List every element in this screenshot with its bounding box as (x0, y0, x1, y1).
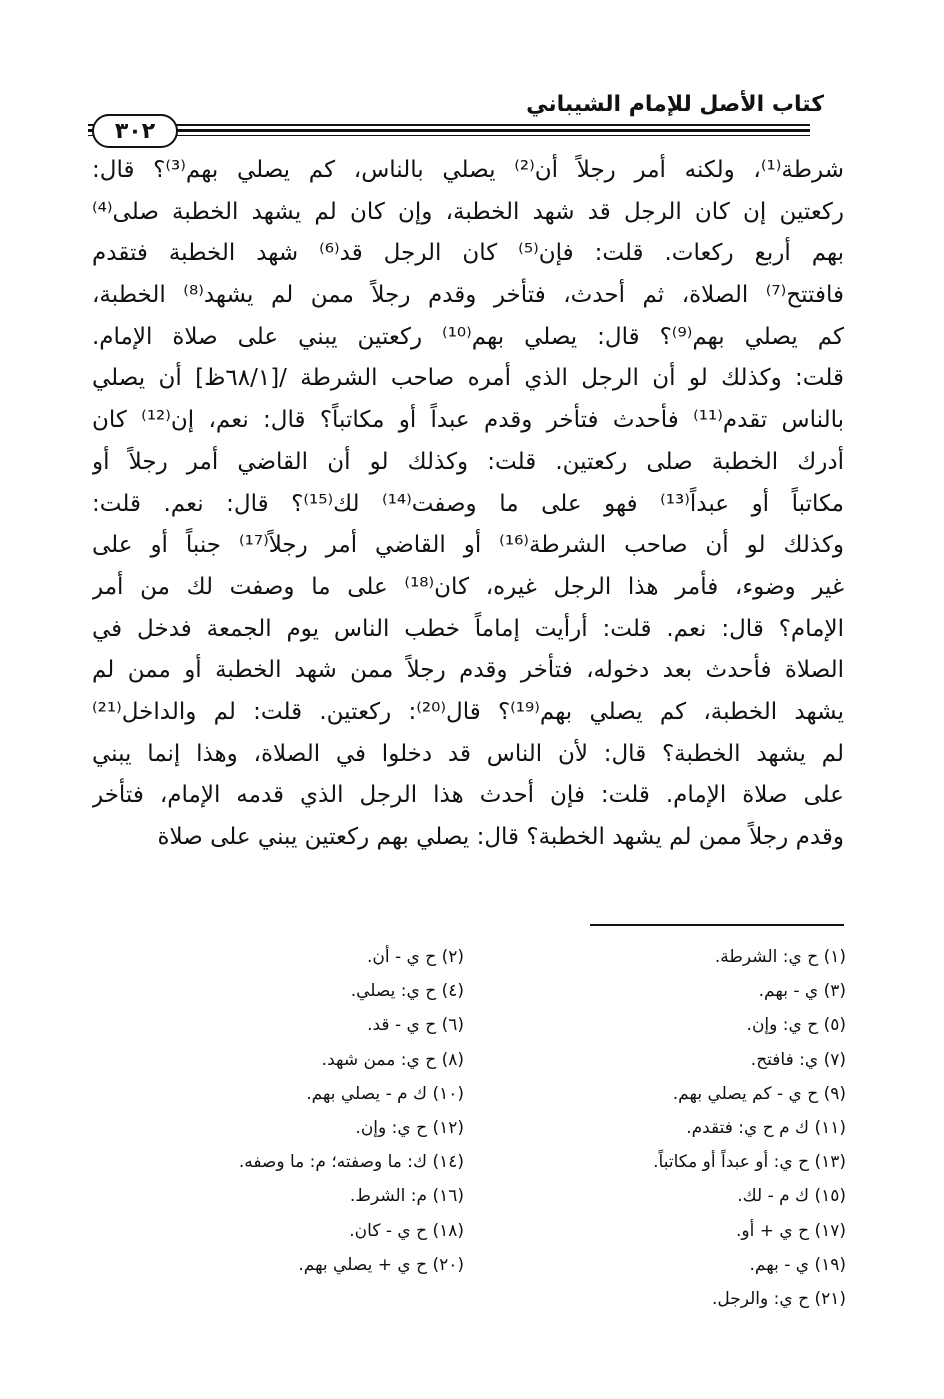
running-header-title: كتاب الأصل للإمام الشيباني (526, 92, 824, 117)
footnote: (٢١) ح ي: والرجل. (711, 1288, 846, 1309)
footnote: (٨) ح ي: ممن شهد. (321, 1049, 464, 1070)
text-line: بهم أربع ركعات. قلت: فإن⁽⁵⁾ كان الرجل قد⁽⁶⁾ شهد الخطبة فتقدم (92, 240, 844, 267)
footnote: (٢) ح ي - أن. (366, 947, 464, 967)
header-rule (88, 124, 810, 126)
footnote: (٣) ي - بهم. (758, 981, 846, 1002)
text-line: يشهد الخطبة، كم يصلي بهم⁽¹⁹⁾؟ قال⁽²⁰⁾: ركعتين. قلت: لم والداخل⁽²¹⁾ (92, 698, 844, 725)
text-line: قلت: وكذلك لو أن الرجل الذي أمره صاحب الشرطة /[٦٨/١ظ] أن يصلي (92, 365, 844, 392)
main-text (92, 150, 844, 900)
footnote: (١٣) ح ي: أو عبداً أو مكاتباً. (653, 1152, 846, 1173)
footnote: (١٥) ك م - لك. (737, 1186, 846, 1207)
header-rule (88, 129, 810, 132)
text-line: على صلاة الإمام. قلت: فإن أحدث هذا الرجل الذي قدمه الإمام، فتأخر (92, 782, 844, 809)
footnote: (١٧) ح ي + أو. (735, 1220, 846, 1241)
text-line: فافتتح⁽⁷⁾ الصلاة، ثم أحدث، فتأخر وقدم رجلاً ممن لم يشهد⁽⁸⁾ الخطبة، (92, 282, 844, 309)
footnote: (٥) ح ي: وإن. (746, 1015, 846, 1036)
footnote: (١٨) ح ي - كان. (349, 1220, 464, 1241)
text-line: مكاتباً أو عبداً⁽¹³⁾ فهو على ما وصفت⁽¹⁴⁾ لك⁽¹⁵⁾؟ قال: نعم. قلت: (92, 490, 844, 517)
footnote: (١٤) ك: ما وصفته؛ م: ما وصفه. (238, 1152, 464, 1173)
text-line: غير وضوء، فأمر هذا الرجل غيره، كان⁽¹⁸⁾ على ما وصفت لك من أمر (92, 573, 844, 600)
text-line: أدرك الخطبة صلى ركعتين. قلت: وكذلك لو أن القاضي أمر رجلاً أو (92, 448, 844, 475)
footnote: (٢٠) ح ي + يصلي بهم. (298, 1254, 464, 1275)
footnotes-left-column (124, 940, 464, 1282)
text-line: ركعتين إن كان الرجل قد شهد الخطبة، وإن كان لم يشهد الخطبة صلى⁽⁴⁾ (92, 198, 844, 225)
text-line: الصلاة فأحدث بعد دخوله، فتأخر وقدم رجلاً ممن شهد الخطبة أو ممن لم (92, 657, 844, 684)
text-line: بالناس تقدم⁽¹¹⁾ فأحدث فتأخر وقدم عبداً أو مكاتباً؟ قال: نعم، إن⁽¹²⁾ كان (92, 407, 844, 434)
text-line: وقدم رجلاً ممن لم يشهد الخطبة؟ قال: يصلي بهم ركعتين يبني على صلاة (157, 824, 844, 850)
footnote: (١٦) م: الشرط. (349, 1186, 464, 1207)
header-rule (88, 135, 810, 136)
footnote: (١٩) ي - بهم. (749, 1254, 846, 1275)
text-line: وكذلك لو أن صاحب الشرطة⁽¹⁶⁾ أو القاضي أمر رجلاً⁽¹⁷⁾ جنباً أو على (92, 532, 844, 559)
footnote: (٦) ح ي - قد. (367, 1015, 464, 1036)
footnote: (٩) ح ي - كم يصلي بهم. (672, 1083, 846, 1104)
text-line: الإمام؟ قال: نعم. قلت: أرأيت إماماً خطب الناس يوم الجمعة فدخل في (92, 615, 844, 642)
text-line: شرطة⁽¹⁾، ولكنه أمر رجلاً أن⁽²⁾ يصلي بالناس، كم يصلي بهم⁽³⁾؟ قال: (92, 157, 844, 183)
footnote: (١) ح ي: الشرطة. (714, 947, 846, 967)
footnote: (١١) ك م ح ي: فتقدم. (686, 1117, 846, 1138)
footnote: (٧) ي: فافتح. (750, 1049, 846, 1070)
footnote: (١٠) ك م - يصلي بهم. (306, 1083, 464, 1104)
page-number-badge: ٣٠٢ (92, 114, 178, 148)
footnote: (١٢) ح ي: وإن. (355, 1117, 464, 1138)
footnote: (٤) ح ي: يصلي. (350, 981, 464, 1002)
text-line: كم يصلي بهم⁽⁹⁾؟ قال: يصلي بهم⁽¹⁰⁾ ركعتين يبني على صلاة الإمام. (92, 323, 844, 350)
footnotes-right-column (506, 940, 846, 1316)
footnote-separator (590, 924, 844, 926)
text-line: لم يشهد الخطبة؟ قال: لأن الناس قد دخلوا في الصلاة، وهذا إنما يبني (92, 740, 844, 767)
